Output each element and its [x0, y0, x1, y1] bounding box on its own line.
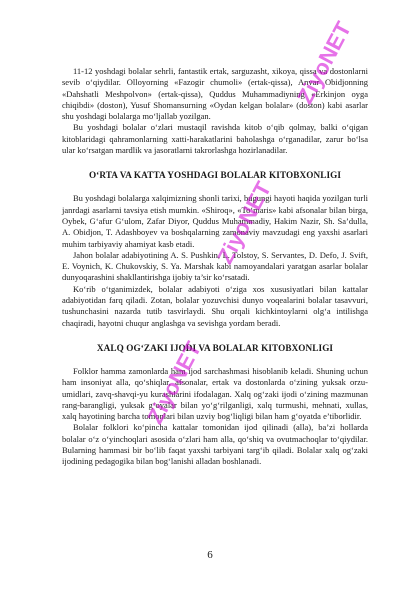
watermark-text: ZiyoNET — [212, 177, 277, 269]
watermark-text: ZiyoNET — [142, 337, 207, 429]
paragraph: Bu yoshdagi bolalarga xalqimizning shonli tarixi, bugungi hayoti haqida yozilgan turli janrdagi asarlarni tavsiya etish mumkin. «Shiroq», «To‘maris» kabi afsonalar bilan birga, Oybek, G‘afur G‘ulom, Zafar Diyor, Quddus Muhammadiy, Hakim Nazir, Sh. Sa’dulla, A. Obidjon, T. Adashboyev va boshqalarning zamonaviy mavzudagi eng yaxshi asarlari muhim tarbiyaviy ahamiyat kasb etadi. — [62, 193, 368, 249]
paragraph: Bu yoshdagi bolalar o‘zlari mustaqil ravishda kitob o‘qib qolmay, balki o‘qigan kitoblaridagi qahramonlarning xatti-harakatlarini baholashga o‘rganadilar, zarur bo‘lsa ular ko‘rsatgan mardlik va jasoratlarni takrorlashga hozirlanadilar. — [62, 122, 368, 156]
paragraph: Bolalar folklori ko‘pincha kattalar tomonidan ijod qilinadi (alla), ba’zi hollarda bolalar o‘z o‘yinchoqlari asosida o‘zlari ham alla, qo‘shiq va ovutmachoqlar to‘qiydilar. Bularning hammasi bir bo‘lib faqat yaxshi tarbiyani targ‘ib qiladi. Bolalar xalq og‘zaki ijodining pedagogika bilan bog‘lanishi alladan boshlanadi. — [62, 422, 368, 467]
section-heading: XALQ OG‘ZAKI IJODI VA BOLALAR KITOBXONLIGI — [96, 342, 334, 353]
paragraph: Jahon bolalar adabiyotining A. S. Pushkin, L. Tolstoy, S. Servantes, D. Defo, J. Svift, E. Voynich, K. Chukovskiy, S. Ya. Marshak kabi namoyandalari yaratgan asarlar bolalar dunyoqarashini shakllantirishga ijobiy ta’sir ko‘rsatadi. — [62, 249, 368, 283]
page-content — [62, 66, 368, 468]
paragraph: Folklor hamma zamonlarda ham ijod sarchashmasi hisoblanib keladi. Shuning uchun ham insoniyat alla, qo‘shiqlar, afsonalar, ertak va dostonlarda o‘zining yuksak orzu-umidlari, zavq-shavqi-yu kurashlarini ifodalagan. Xalq og‘zaki ijodi o‘zining mazmunan rang-barangligi, yuksak g‘oyalar bilan yo‘g‘rilganligi, xalq turmushi, mehnati, xullas, xalq hayotining barcha tomonlari bilan uzviy bog‘liqligi bilan ham g‘oyatda e’tiborlidir. — [62, 365, 368, 422]
paragraph: Ko‘rib o‘tganimizdek, bolalar adabiyoti o‘ziga xos xususiyatlari bilan kattalar adabiyotidan farq qiladi. Zotan, bolalar yozuvchisi dunyo voqealarini bolalar tasavvuri, tushunchasini nazarda tutib tasvirlaydi. Shu orqali kichkintoylarni olg‘a intilishga chaqiradi, hayotni chuqur anglashga va sevishga yordam beradi. — [62, 283, 368, 328]
watermark-text: ZiyoNET — [292, 17, 357, 109]
paragraph: 11-12 yoshdagi bolalar sehrli, fantastik ertak, sarguzasht, xikoya, qissa va dostonlarni sevib o‘qiydilar. Olloyorning «Fazogir chumoli» (ertak-qissa), Anvar Obidjonning «Dahshatli Meshpolvon» (ertak-qissa), Quddus Muhammadiyning «Erkinjon oyga chiqibdi» (doston), Yusuf Shomansurning «Oydan kelgan bolalar» (doston) kabi asarlar shu yoshdagi bolalarga mo‘ljallab yozilgan. — [62, 66, 368, 122]
section-heading: O‘RTA VA KATTA YOSHDAGI BOLALAR KITOBXONLIGI — [88, 170, 342, 181]
page-number: 6 — [207, 549, 213, 561]
